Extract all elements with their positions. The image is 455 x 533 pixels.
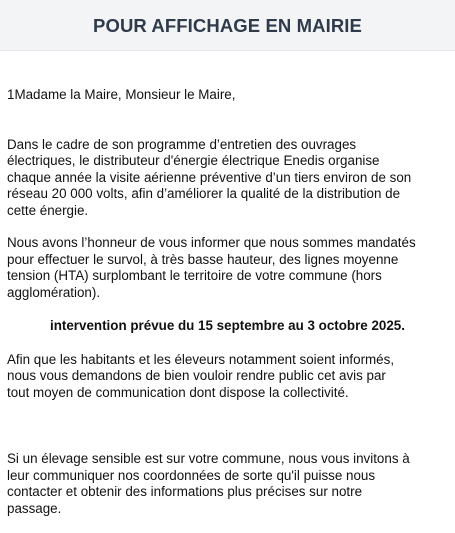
salutation: 1Madame la Maire, Monsieur le Maire,: [7, 87, 236, 102]
paragraph-public-notice-request: Afin que les habitants et les éleveurs notamment soient informés, nous vous demandons de bien vouloir rendre public cet avis par tout moyen de communication dont dispose la collectivité.: [7, 351, 395, 400]
paragraph-overflight-notice: Nous avons l’honneur de vous informer que nous sommes mandatés pour effectuer le survol, à très basse hauteur, des lignes moyenne tension (HTA) surplombant le territoire de votre commune (hors agglomération).: [7, 235, 416, 300]
paragraph-maintenance-program: Dans le cadre de son programme d’entretien des ouvrages électriques, le distributeur d'énergie électrique Enedis organise chaque année la visite aérienne préventive d’un tiers environ de son réseau 20 000 volts, afin d’améliorer la qualité de la distribution de cette énergie.: [7, 136, 412, 218]
header-band: [0, 0, 455, 51]
paragraph-sensitive-livestock: Si un élevage sensible est sur votre commune, nous vous invitons à leur communiquer nos coordonnées de sorte qu'il puisse nous contacter et obtenir des informations plus précises sur notre passage.: [7, 451, 410, 516]
intervention-dates: intervention prévue du 15 septembre au 3 octobre 2025.: [50, 318, 405, 333]
page-title: POUR AFFICHAGE EN MAIRIE: [93, 15, 362, 36]
letter-body: [7, 87, 448, 517]
